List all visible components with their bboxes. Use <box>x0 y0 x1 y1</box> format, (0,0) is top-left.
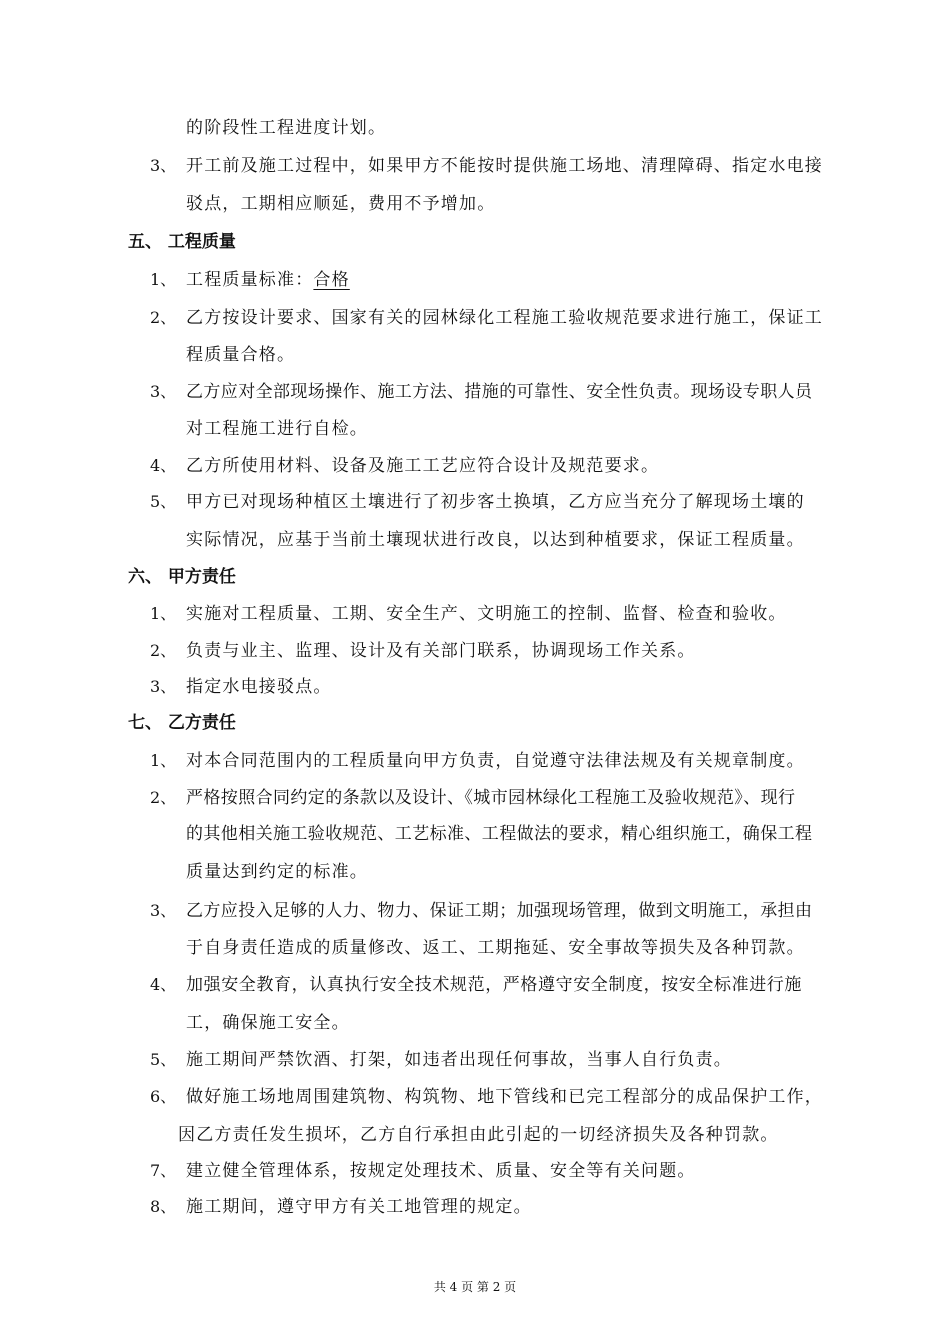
item-number: 6、 <box>150 1087 177 1106</box>
paragraph-line: 乙方应投入足够的人力、物力、保证工期；加强现场管理，做到文明施工，承担由 <box>186 901 813 921</box>
paragraph-line: 施工期间严禁饮酒、打架，如违者出现任何事故，当事人自行负责。 <box>186 1050 732 1070</box>
item-number: 3、 <box>150 677 177 696</box>
item-number: 7、 <box>150 1161 177 1180</box>
paragraph-line: 的阶段性工程进度计划。 <box>186 118 387 138</box>
item-number: 5、 <box>150 1050 177 1069</box>
quality-standard-value: 合格 <box>313 270 350 290</box>
quality-standard-label: 工程质量标准： <box>186 270 314 290</box>
paragraph-line: 开工前及施工过程中，如果甲方不能按时提供施工场地、清理障碍、指定水电接 <box>186 156 823 176</box>
item-number: 3、 <box>150 382 177 401</box>
item-number: 3、 <box>150 156 177 175</box>
item-number: 1、 <box>150 751 177 770</box>
paragraph-line: 于自身责任造成的质量修改、返工、工期拖延、安全事故等损失及各种罚款。 <box>186 938 805 958</box>
item-number: 4、 <box>150 975 177 994</box>
item-number: 5、 <box>150 492 177 511</box>
paragraph-line: 质量达到约定的标准。 <box>186 862 368 882</box>
paragraph-line: 做好施工场地周围建筑物、构筑物、地下管线和已完工程部分的成品保护工作， <box>186 1087 823 1107</box>
paragraph-line: 乙方所使用材料、设备及施工工艺应符合设计及规范要求。 <box>186 456 660 476</box>
item-number: 8、 <box>150 1197 177 1216</box>
item-number: 2、 <box>150 308 177 327</box>
paragraph-line: 施工期间，遵守甲方有关工地管理的规定。 <box>186 1197 532 1217</box>
section-heading: 五、 工程质量 <box>128 232 236 252</box>
paragraph-line: 对工程施工进行自检。 <box>186 419 368 439</box>
paragraph-line: 乙方按设计要求、国家有关的园林绿化工程施工验收规范要求进行施工，保证工 <box>186 308 823 328</box>
paragraph-line: 乙方应对全部现场操作、施工方法、措施的可靠性、安全性负责。现场设专职人员 <box>186 382 813 402</box>
paragraph-line: 实际情况，应基于当前土壤现状进行改良，以达到种植要求，保证工程质量。 <box>186 530 805 550</box>
page-footer: 共 4 页 第 2 页 <box>433 1280 517 1294</box>
paragraph-line: 因乙方责任发生损坏，乙方自行承担由此引起的一切经济损失及各种罚款。 <box>178 1125 779 1145</box>
paragraph-line: 甲方已对现场种植区土壤进行了初步客土换填，乙方应当充分了解现场土壤的 <box>186 492 805 512</box>
paragraph-line: 指定水电接驳点。 <box>186 677 332 697</box>
paragraph-line: 建立健全管理体系，按规定处理技术、质量、安全等有关问题。 <box>186 1161 696 1181</box>
paragraph-line: 程质量合格。 <box>186 345 296 365</box>
item-number: 2、 <box>150 788 177 807</box>
paragraph-line: 负责与业主、监理、设计及有关部门联系，协调现场工作关系。 <box>186 641 696 661</box>
section-heading: 六、 甲方责任 <box>128 567 236 587</box>
item-number: 3、 <box>150 901 177 920</box>
paragraph-line: 实施对工程质量、工期、安全生产、文明施工的控制、监督、检查和验收。 <box>186 604 787 624</box>
paragraph-line: 加强安全教育，认真执行安全技术规范，严格遵守安全制度，按安全标准进行施 <box>186 975 802 995</box>
item-number: 4、 <box>150 456 177 475</box>
paragraph-line: 严格按照合同约定的条款以及设计、《城市园林绿化工程施工及验收规范》、现行 <box>186 788 796 808</box>
paragraph-line: 工，确保施工安全。 <box>186 1013 350 1033</box>
item-number: 1、 <box>150 604 177 623</box>
item-number: 1、 <box>150 270 177 289</box>
paragraph-line <box>186 269 350 291</box>
paragraph-line: 的其他相关施工验收规范、工艺标准、工程做法的要求，精心组织施工，确保工程 <box>186 824 813 844</box>
paragraph-line: 驳点，工期相应顺延，费用不予增加。 <box>186 194 496 214</box>
item-number: 2、 <box>150 641 177 660</box>
paragraph-line: 对本合同范围内的工程质量向甲方负责，自觉遵守法律法规及有关规章制度。 <box>186 751 805 771</box>
section-heading: 七、 乙方责任 <box>128 713 236 733</box>
